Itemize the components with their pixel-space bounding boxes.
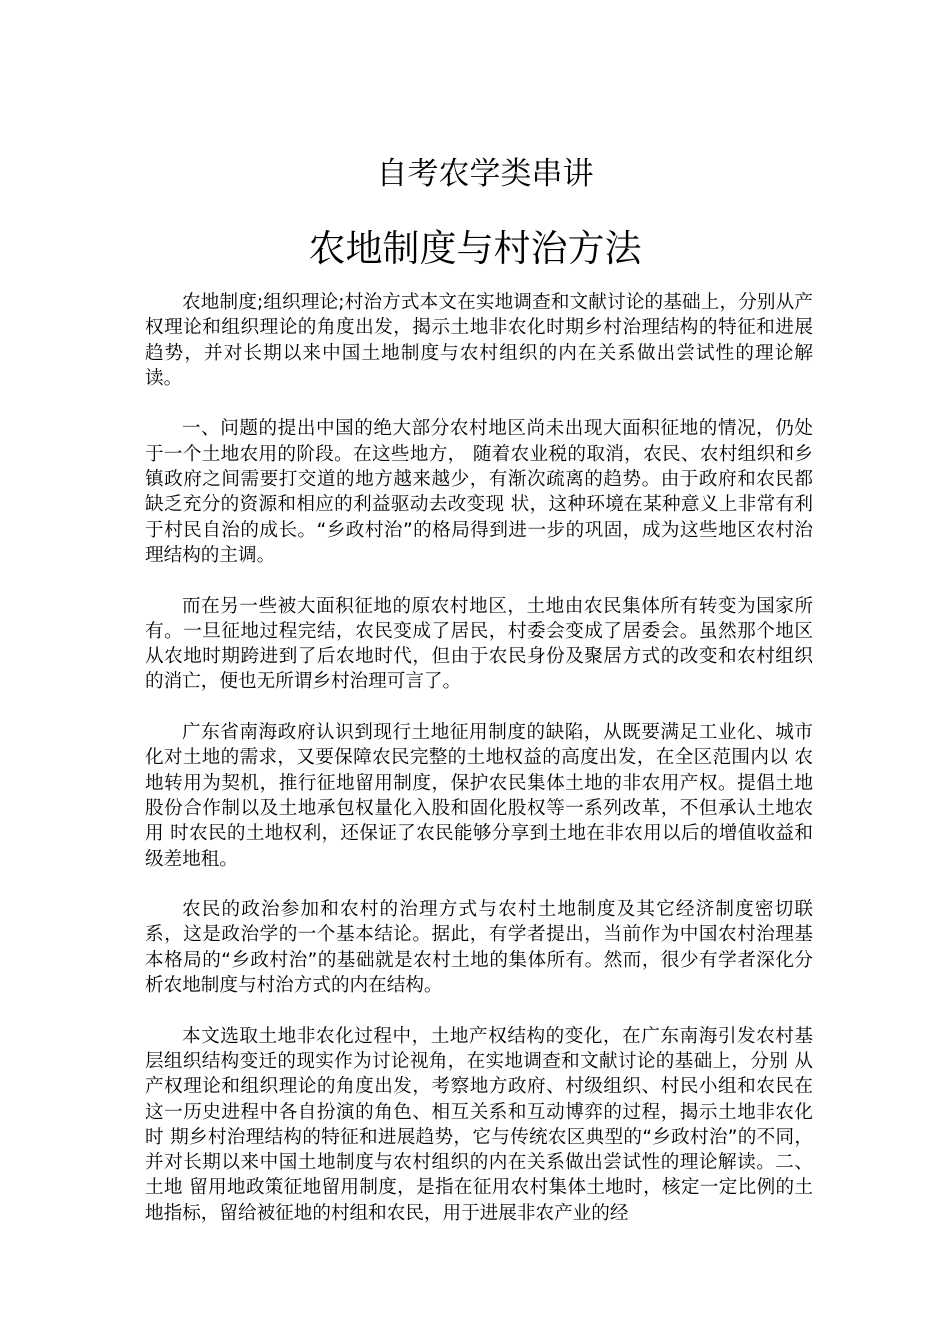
paragraph-problem-statement: 一、问题的提出中国的绝大部分农村地区尚未出现大面积征地的情况，仍处于一个土地农用的阶段。在这些地方， 随着农业税的取消，农民、农村组织和乡镇政府之间需要打交道的地方越来越少，有渐次疏离的趋势。由于政府和农民都缺乏充分的资源和相应的利益驱动去改变现 状，这种环境在某种意义上非常有利于村民自治的成长。“乡政村治”的格局得到进一步的巩固，成为这些地区农村治理结构的主调。: [145, 418, 813, 566]
document-body: [145, 290, 813, 1251]
paragraph-keywords-abstract: 农地制度;组织理论;村治方式本文在实地调查和文献讨论的基础上，分别从产权理论和组织理论的角度出发，揭示土地非农化时期乡村治理结构的特征和进展趋势，并对长期以来中国土地制度与农村组织的内在关系做出尝试性的理论解读。: [145, 292, 813, 389]
paragraph-nanhai-policy: 广东省南海政府认识到现行土地征用制度的缺陷，从既要满足工业化、城市化对土地的需求，又要保障农民完整的土地权益的高度出发，在全区范围内以 农地转用为契机，推行征地留用制度，保护农民集体土地的非农用产权。提倡土地股份合作制以及土地承包权量化入股和固化股权等一系列改革，不但承认土地农用 时农民的土地权利，还保证了农民能够分享到土地在非农用以后的增值收益和级差地租。: [145, 722, 813, 870]
document-subtitle: 自考农学类串讲: [376, 156, 594, 192]
paragraph-political-participation: 农民的政治参加和农村的治理方式与农村土地制度及其它经济制度密切联系，这是政治学的一个基本结论。据此，有学者提出，当前作为中国农村治理基本格局的“乡政村治”的基础就是农村土地的集体所有。然而，很少有学者深化分析农地制度与村治方式的内在结构。: [145, 899, 813, 997]
paragraph-land-expropriation: 而在另一些被大面积征地的原农村地区，土地由农民集体所有转变为国家所有。一旦征地过程完结，农民变成了居民，村委会变成了居委会。虽然那个地区从农地时期跨进到了后农地时代，但由于农民身份及聚居方式的改变和农村组织的消亡，便也无所谓乡村治理可言了。: [145, 595, 813, 693]
paragraph-research-scope: 本文选取土地非农化过程中，土地产权结构的变化，在广东南海引发农村基层组织结构变迁的现实作为讨论视角，在实地调查和文献讨论的基础上，分别 从产权理论和组织理论的角度出发，考察地方政府、村级组织、村民小组和农民在这一历史进程中各自扮演的角色、相互关系和互动博弈的过程，揭示土地非农化时 期乡村治理结构的特征和进展趋势，它与传统农区典型的“乡政村治”的不同，并对长期以来中国土地制度与农村组织的内在关系做出尝试性的理论解读。二、土地 留用地政策征地留用制度，是指在征用农村集体土地时，核定一定比例的土地指标，留给被征地的村组和农民，用于进展非农产业的经: [145, 1025, 813, 1224]
document-title: 农地制度与村治方法: [308, 227, 642, 270]
